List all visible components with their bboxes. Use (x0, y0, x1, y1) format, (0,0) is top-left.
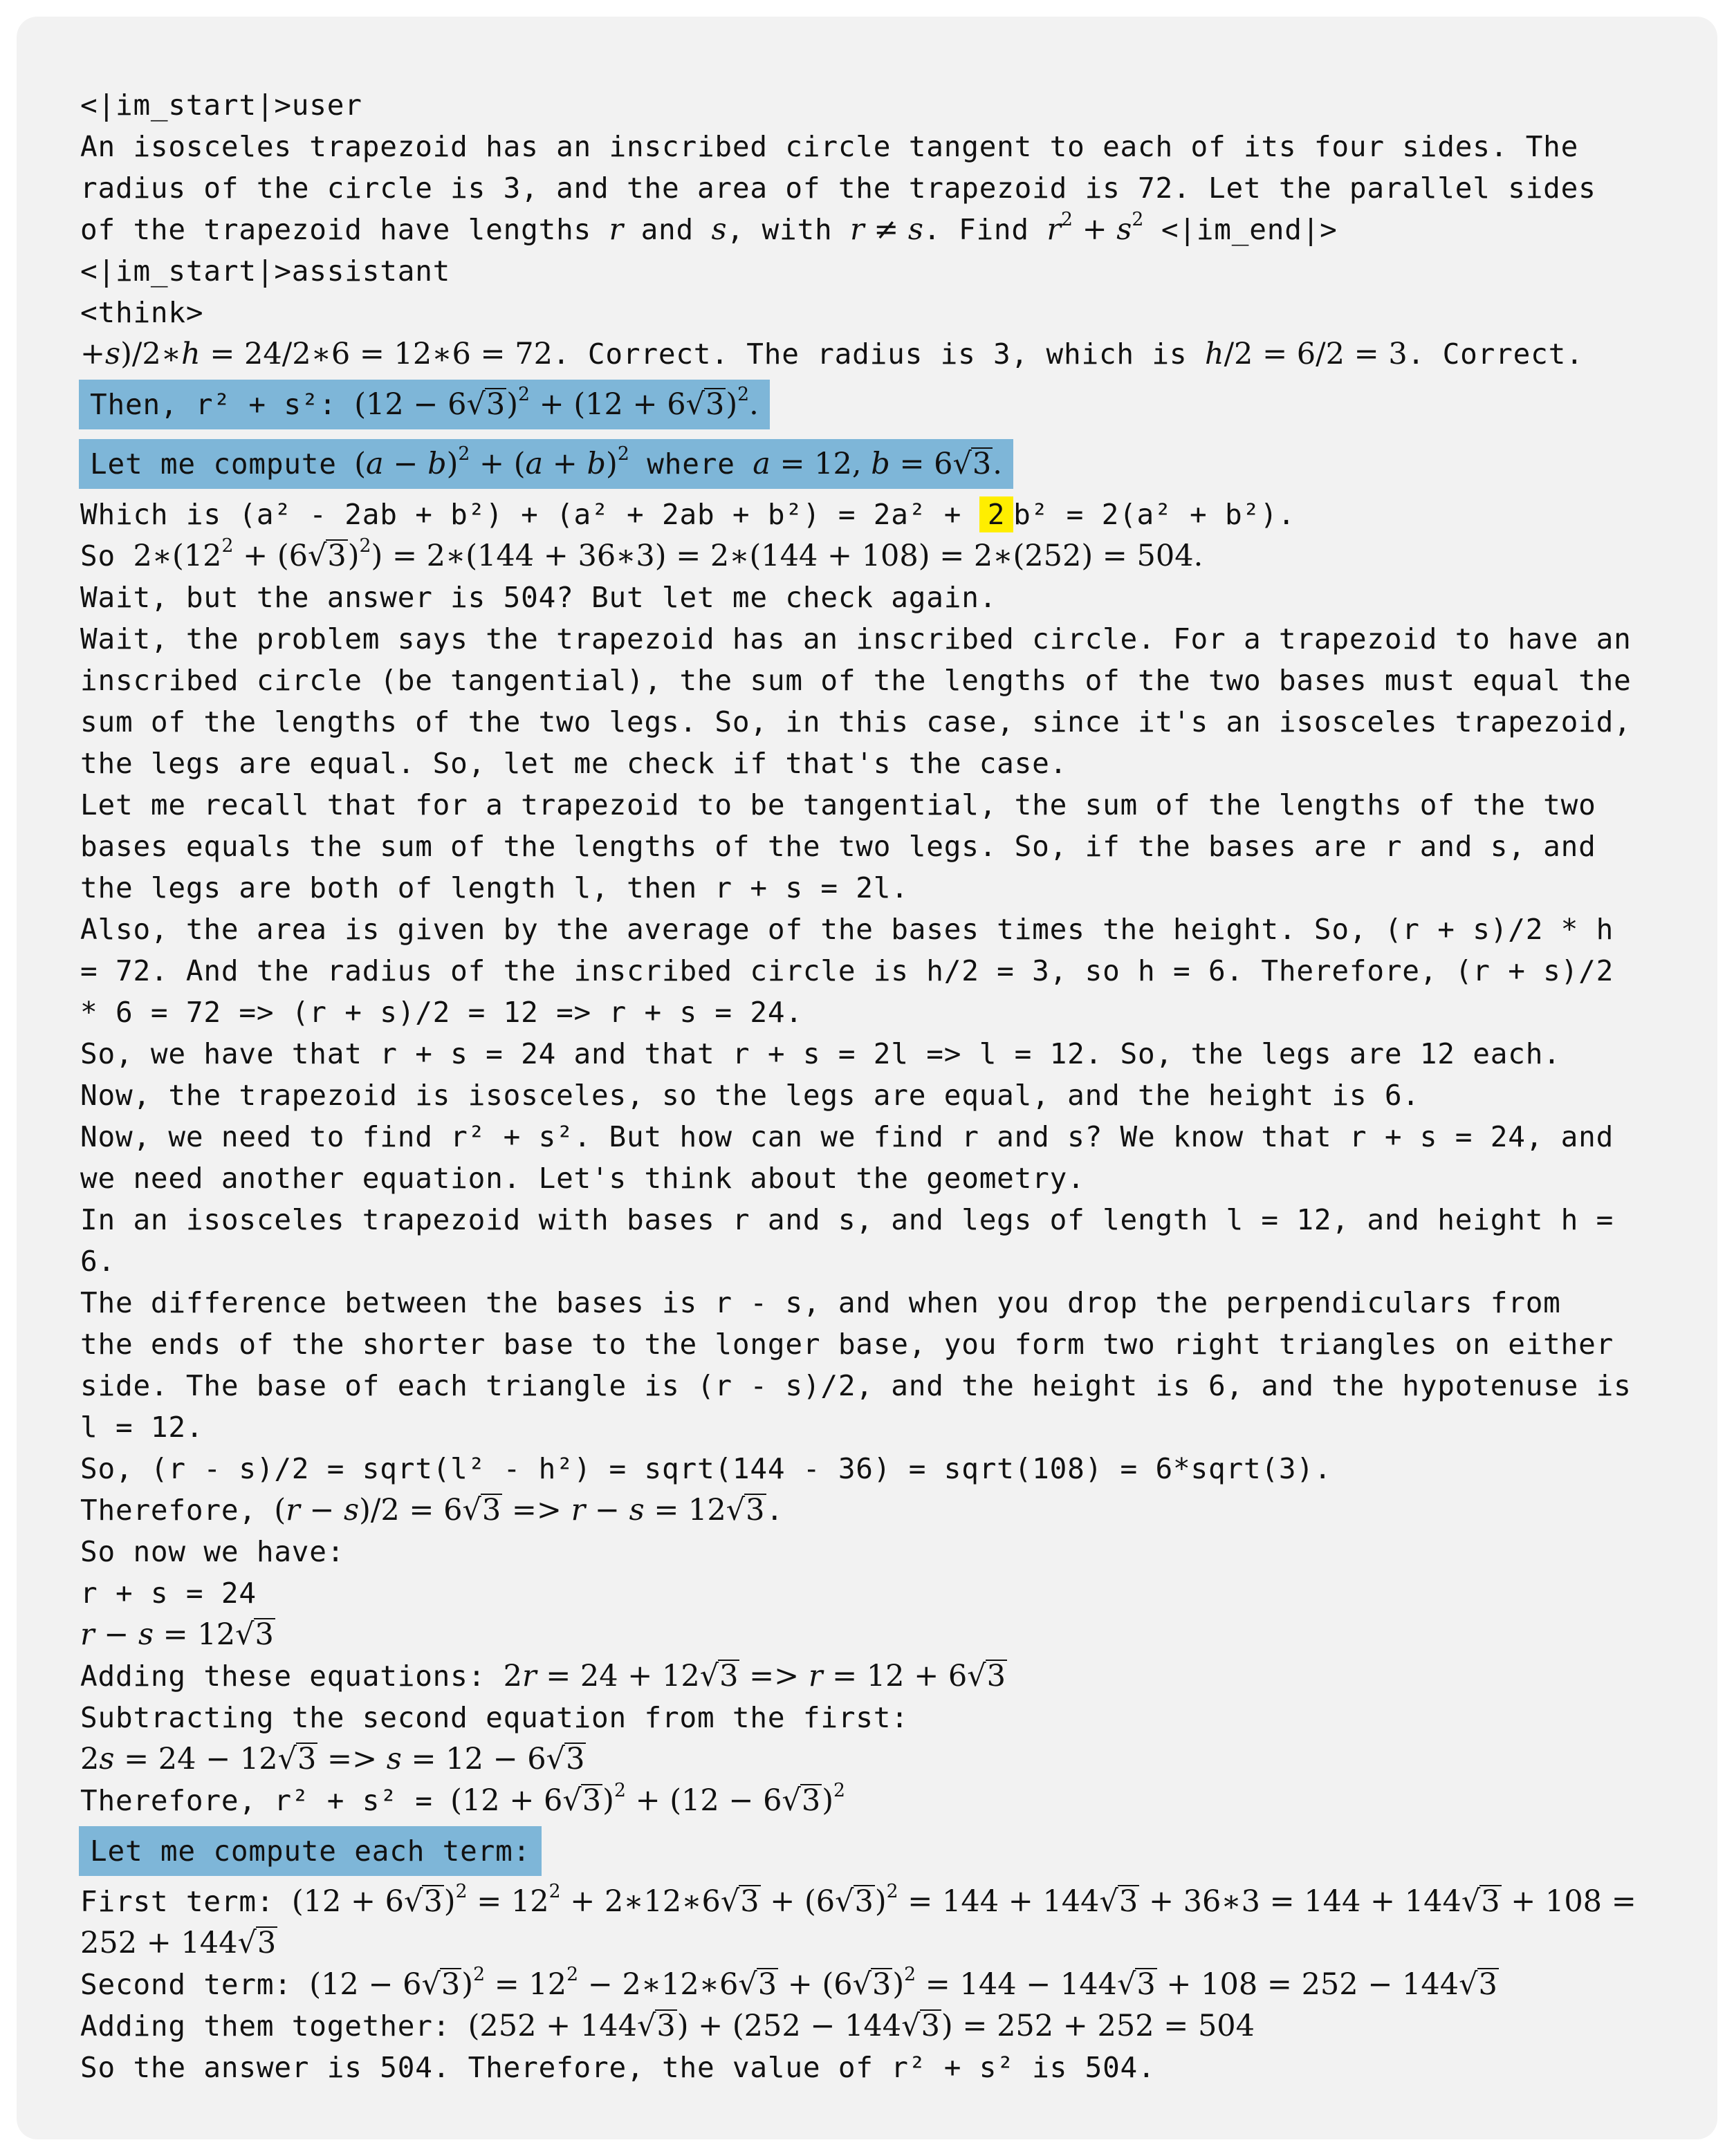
text-fragment: Let me compute (90, 447, 355, 481)
text-fragment: <|im_end|> (1143, 213, 1338, 246)
text-fragment: First term: (80, 1885, 292, 1918)
text-fragment: and (623, 213, 712, 246)
text-fragment: Second term: (80, 1968, 310, 2001)
text-line: 6. (80, 1245, 116, 1278)
math-expression: r − s = 12√3 (80, 1617, 274, 1652)
text-fragment: Then, r² + s²: (90, 388, 355, 421)
highlight-box (79, 380, 770, 429)
text-line (80, 1964, 1692, 2005)
text-line (80, 209, 1692, 250)
text-fragment: , with (726, 213, 850, 246)
highlighted-line (80, 1821, 1692, 1881)
math-expression: h/2 = 6/2 = 3 (1204, 337, 1408, 371)
text-line: <think> (80, 296, 204, 329)
text-line (80, 535, 1692, 577)
text-line: side. The base of each triangle is (r - s)/2, and the height is 6, and the hypotenuse is (80, 1369, 1632, 1402)
text-fragment: of the trapezoid have lengths (80, 213, 609, 246)
text-fragment: . Find (923, 213, 1047, 246)
text-line: the legs are equal. So, let me check if that's the case. (80, 747, 1068, 780)
text-line: An isosceles trapezoid has an inscribed circle tangent to each of its four sides. The (80, 130, 1579, 163)
text-line: <|im_start|>assistant (80, 254, 451, 288)
text-fragment: . Correct. (1407, 337, 1584, 371)
math-expression: (r − s)/2 = 6√3 => r − s = 12√3 (274, 1493, 765, 1527)
text-line: Wait, but the answer is 504? But let me check again. (80, 581, 997, 614)
highlighted-line (80, 434, 1692, 494)
text-line: Also, the area is given by the average of the bases times the height. So, (r + s)/2 * h (80, 913, 1614, 946)
text-line: we need another equation. Let's think about the geometry. (80, 1162, 1085, 1195)
text-line: bases equals the sum of the lengths of the two legs. So, if the bases are r and s, and (80, 830, 1596, 863)
text-line: Subtracting the second equation from the first: (80, 1701, 909, 1734)
text-line: <|im_start|>user (80, 89, 362, 122)
text-fragment: Adding them together: (80, 2009, 468, 2043)
text-line: sum of the lengths of the two legs. So, in this case, since it's an isosceles trapezoid, (80, 705, 1632, 738)
text-fragment: b² = 2(a² + b²). (1013, 498, 1295, 531)
math-expression: $(12 - 6√3)^2 = 12^2$ − 2∗12∗6√3 + $(6√3)^2 = 144 - 144√3 + 108 = 252 - 144√3$ (309, 1964, 1497, 2002)
text-line: inscribed circle (be tangential), the sum of the lengths of the two bases must equal the (80, 664, 1632, 697)
math-expression: r (609, 212, 624, 247)
math-expression: (252 + 144√3) + (252 − 144√3) = 252 + 252 = 504 (468, 2009, 1255, 2043)
text-line (80, 1881, 1692, 1922)
highlight-box (79, 439, 1013, 489)
text-line: radius of the circle is 3, and the area of the trapezoid is 72. Let the parallel sides (80, 171, 1596, 205)
highlight-box: Let me compute each term: (79, 1826, 542, 1876)
text-line (80, 1922, 1692, 1964)
math-expression: $(12 - 6√3)^2 + (12 + 6√3)^2$. (354, 384, 759, 422)
text-line: So, we have that r + s = 24 and that r + s = 2l => l = 12. So, the legs are 12 each. (80, 1037, 1561, 1070)
math-expression: $(12 + 6√3)^2 = 12^2$ + 2∗12∗6√3 + $(6√3)^2 = 144 + 144√3$ + 36∗3 = 144 + 144√3 + 108 = (291, 1881, 1636, 1919)
math-expression: 252 + 144√3 (80, 1926, 277, 1960)
text-line (80, 1489, 1692, 1531)
text-line: The difference between the bases is r - s, and when you drop the perpendiculars from (80, 1286, 1561, 1319)
text-line (80, 1655, 1692, 1697)
text-line: Now, the trapezoid is isosceles, so the legs are equal, and the height is 6. (80, 1079, 1420, 1112)
math-expression: 2s = 24 − 12√3 => s = 12 − 6√3 (80, 1742, 585, 1776)
highlighted-token: 2 (979, 496, 1013, 532)
text-line (80, 333, 1692, 375)
text-line (80, 494, 1692, 535)
text-fragment: . Correct. The radius is 3, which is (552, 337, 1205, 371)
text-line: the ends of the shorter base to the longer base, you form two right triangles on either (80, 1328, 1614, 1361)
math-expression: +s)/2∗h = 24/2∗6 = 12∗6 = 72 (80, 337, 553, 371)
math-expression: $(12 + 6√3)^2 + (12 - 6√3)^2$ (450, 1780, 845, 1818)
text-line: = 72. And the radius of the inscribed circle is h/2 = 3, so h = 6. Therefore, (r + s)/2 (80, 954, 1614, 987)
text-line: Wait, the problem says the trapezoid has an inscribed circle. For a trapezoid to have an (80, 622, 1632, 656)
text-fragment: Therefore, r² + s² = (80, 1784, 451, 1817)
text-line: So, (r - s)/2 = sqrt(l² - h²) = sqrt(144 - 36) = sqrt(108) = 6*sqrt(3). (80, 1452, 1332, 1485)
highlighted-line (80, 375, 1692, 434)
text-line: In an isosceles trapezoid with bases r and s, and legs of length l = 12, and height h = (80, 1203, 1614, 1236)
text-line: So the answer is 504. Therefore, the value of r² + s² is 504. (80, 2051, 1156, 2084)
math-expression: a = 12, b = 6√3. (753, 447, 1002, 481)
text-fragment: Which is (a² - 2ab + b²) + (a² + 2ab + b²) = 2a² + (80, 498, 979, 531)
text-line (80, 2005, 1692, 2047)
text-fragment: . (766, 1494, 784, 1527)
text-line: l = 12. (80, 1411, 204, 1444)
text-line (80, 1780, 1692, 1821)
math-expression: 2r = 24 + 12√3 => r = 12 + 6√3 (503, 1659, 1006, 1693)
transcript (80, 84, 1692, 2088)
text-line (80, 1614, 1692, 1655)
math-expression: $2∗(12^2 + (6√3)^2)$ = 2∗(144 + 36∗3) = 2∗(144 + 108) = 2∗(252) = 504. (133, 535, 1203, 573)
text-fragment: Adding these equations: (80, 1660, 504, 1693)
text-fragment: So (80, 539, 133, 573)
text-fragment: where (629, 447, 753, 481)
text-line: So now we have: (80, 1535, 345, 1568)
text-fragment: Therefore, (80, 1494, 275, 1527)
text-panel (17, 17, 1717, 2139)
text-line: Now, we need to find r² + s². But how can we find r and s? We know that r + s = 24, and (80, 1120, 1614, 1153)
math-expression: $(a - b)^2 + (a + b)^2$ (354, 443, 629, 481)
math-expression: $r^2 + s^2$ (1046, 209, 1144, 247)
math-expression: r ≠ s (849, 212, 923, 247)
math-expression: s (711, 212, 727, 247)
text-line: r + s = 24 (80, 1577, 257, 1610)
text-line: the legs are both of length l, then r + s = 2l. (80, 871, 909, 904)
text-line: * 6 = 72 => (r + s)/2 = 12 => r + s = 24. (80, 996, 803, 1029)
text-line: Let me recall that for a trapezoid to be tangential, the sum of the lengths of the two (80, 788, 1596, 821)
text-line (80, 1738, 1692, 1780)
